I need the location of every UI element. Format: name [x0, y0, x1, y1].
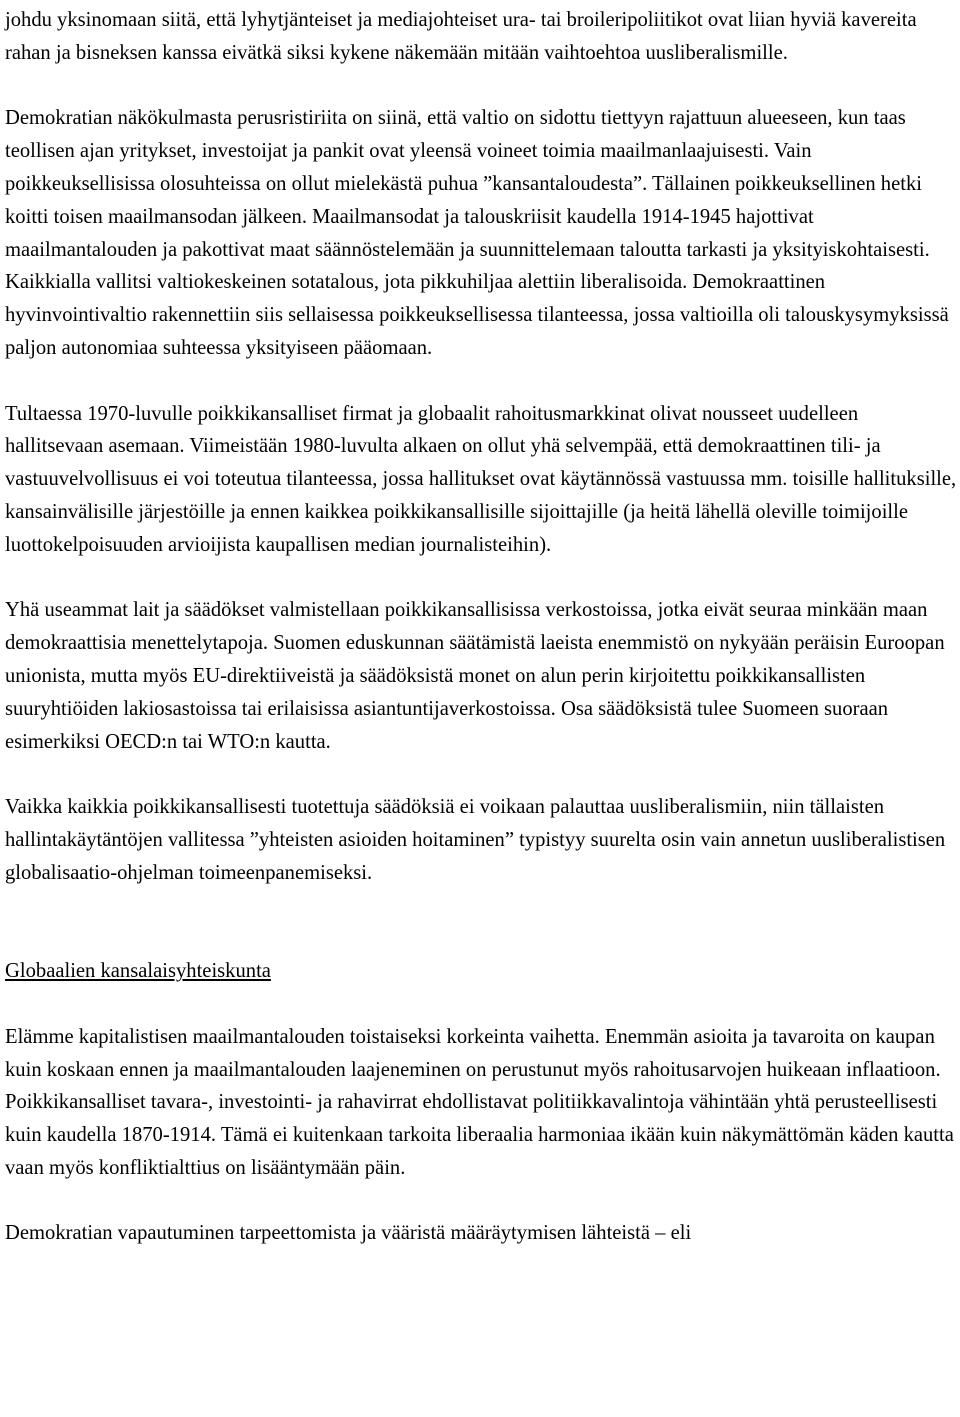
paragraph-democracy-liberation: Demokratian vapautuminen tarpeettomista ja vääristä määräytymisen lähteistä – eli [5, 1222, 692, 1245]
paragraph-1970s: Tultaessa 1970-luvulle poikkikansalliset firmat ja globaalit rahoitusmarkkinat olivat nousseet uudelleen hallitsevaan asemaan. Viimeistään 1980-luvulta alkaen on ollut yhä selvempää, että demokraattinen tili- ja vastuuvelvollisuus ei voi toteutua tilanteessa, jossa hallitukset ovat käytännössä vastuussa mm. toisille hallituksille, kansainvälisille järjestöille ja ennen kaikkea poikkikansallisille sijoittajille (ja heitä lähellä oleville toimijoille luottokelpoisuuden arvioijista kaupallisen median journalisteihin). [5, 402, 957, 556]
paragraph-transnational-laws: Yhä useammat lait ja säädökset valmistellaan poikkikansallisissa verkostoissa, jotka eivät seuraa minkään maan demokraattisia menettelytapoja. Suomen eduskunnan säätämistä laeista enemmistö on nykyään peräisin Euroopan unionista, mutta myös EU-direktiiveistä ja säädöksistä monet on alun perin kirjoitettu poikkikansallisten suuryhtiöiden lakiosastoissa tai erilaisissa asiantuntijaverkostoissa. Osa säädöksistä tulee Suomeen suoraan esimerkiksi OECD:n tai WTO:n kautta. [5, 599, 945, 753]
paragraph-governance-practices: Vaikka kaikkia poikkikansallisesti tuotettuja säädöksiä ei voikaan palauttaa uusliberalismiin, niin tällaisten hallintakäytäntöjen vallitessa ”yhteisten asioiden hoitaminen” typistyy suurelta osin vain annetun uusliberalistisen globalisaatio-ohjelman toimeenpanemiseksi. [5, 796, 946, 884]
paragraph-democracy-perspective: Demokratian näkökulmasta perusristiriita on siinä, että valtio on sidottu tiettyyn rajattuun alueeseen, kun taas teollisen ajan yritykset, investoijat ja pankit ovat yleensä voineet toimia maailmanlaajuisesti. Vain poikkeuksellisissa olosuhteissa on ollut mielekästä puhua ”kansantaloudesta”. Tällainen poikkeuksellinen hetki koitti toisen maailmansodan jälkeen. Maailmansodat ja talouskriisit kaudella 1914-1945 hajottivat maailmantalouden ja pakottivat maat säännöstelemään ja suunnittelemaan taloutta tarkasti ja yksityiskohtaisesti. Kaikkialla vallitsi valtiokeskeinen sotatalous, jota pikkuhiljaa alettiin liberalisoida. Demokraattinen hyvinvointivaltio rakennettiin siis sellaisessa poikkeuksellisessa tilanteessa, jossa valtioilla oli talouskysymyksissä paljon autonomiaa suhteessa yksityiseen pääomaan. [5, 107, 949, 359]
section-heading: Globaalien kansalaisyhteiskunta [5, 960, 271, 983]
paragraph-capitalist-economy: Elämme kapitalistisen maailmantalouden toistaiseksi korkeinta vaihetta. Enemmän asioita ja tavaroita on kaupan kuin koskaan ennen ja maailmantalouden laajeneminen on perustunut myös rahoitusarvojen huikeaan inflaatioon. Poikkikansalliset tavara-, investointi- ja rahavirrat ehdollistavat politiikkavalintoja vähintään yhtä perusteellisesti kuin kaudella 1870-1914. Tämä ei kuitenkaan tarkoita liberaalia harmoniaa ikään kuin näkymättömän käden kautta vaan myös konfliktialttius on lisääntymään päin. [5, 1025, 954, 1179]
paragraph-intro-fragment: johdu yksinomaan siitä, että lyhytjänteiset ja mediajohteiset ura- tai broileripoliitikot ovat liian hyviä kavereita rahan ja bisneksen kanssa eivätkä siksi kykene näkemään mitään vaihtoehtoa uusliberalismille. [5, 9, 917, 64]
document-page [5, 4, 960, 1250]
